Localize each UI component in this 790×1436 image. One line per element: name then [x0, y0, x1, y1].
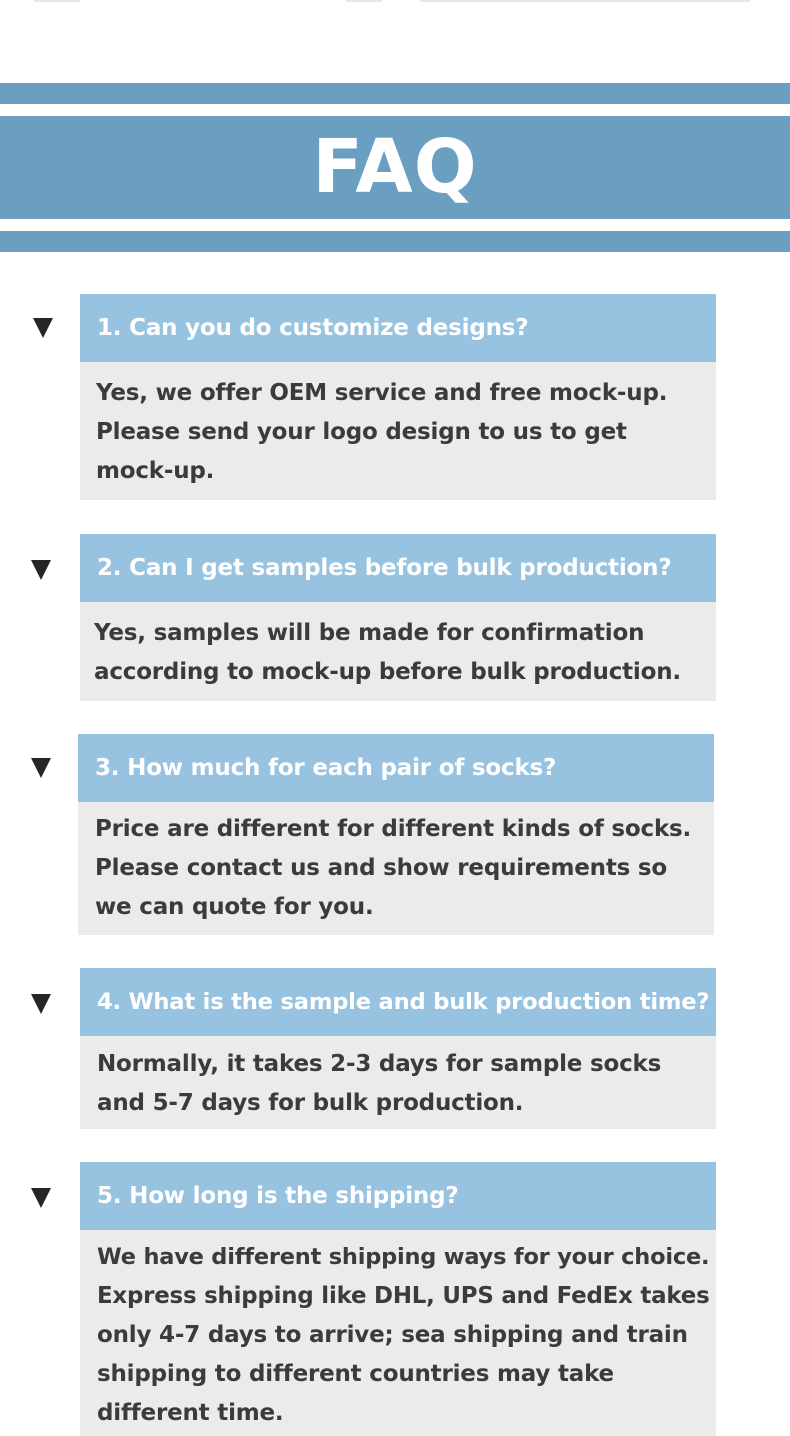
faq-answer	[80, 1230, 716, 1436]
faq-answer	[80, 1036, 716, 1129]
header-stripe-top	[0, 83, 790, 104]
faq-answer-line: according to mock-up before bulk production.	[94, 659, 681, 685]
triangle-down-icon[interactable]	[31, 994, 51, 1014]
faq-answer-line: Please contact us and show requirements so	[95, 855, 668, 881]
previous-section-fragment	[34, 0, 80, 2]
faq-answer-line: we can quote for you.	[95, 894, 374, 920]
faq-answer-line: Express shipping like DHL, UPS and FedEx takes	[97, 1283, 710, 1309]
header-stripe-bottom	[0, 231, 790, 252]
faq-question-text: 1. Can you do customize designs?	[97, 315, 529, 341]
faq-question[interactable]	[80, 294, 716, 362]
faq-answer-line: Yes, samples will be made for confirmation	[94, 620, 645, 646]
triangle-down-icon[interactable]	[31, 560, 51, 580]
triangle-down-icon[interactable]	[31, 758, 51, 778]
faq-question[interactable]	[78, 734, 714, 802]
faq-answer	[78, 802, 714, 935]
faq-answer-line: only 4-7 days to arrive; sea shipping and train	[97, 1322, 688, 1348]
triangle-down-icon[interactable]	[31, 1188, 51, 1208]
faq-answer	[80, 362, 716, 500]
faq-answer-line: Normally, it takes 2-3 days for sample socks	[97, 1051, 662, 1077]
faq-answer-line: Yes, we offer OEM service and free mock-up.	[96, 380, 668, 406]
faq-question[interactable]	[80, 534, 716, 602]
faq-question[interactable]	[80, 968, 716, 1036]
previous-section-fragment	[420, 0, 750, 2]
faq-question[interactable]	[80, 1162, 716, 1230]
faq-answer-line: and 5-7 days for bulk production.	[97, 1090, 524, 1116]
previous-section-fragment	[346, 0, 382, 2]
faq-answer	[80, 602, 716, 701]
faq-answer-line: We have different shipping ways for your choice.	[97, 1244, 710, 1270]
faq-answer-line: mock-up.	[96, 458, 215, 484]
faq-answer-line: different time.	[97, 1400, 284, 1426]
faq-answer-line: Please send your logo design to us to get	[96, 419, 627, 445]
faq-question-text: 2. Can I get samples before bulk production?	[97, 555, 672, 581]
faq-question-text: 3. How much for each pair of socks?	[95, 755, 557, 781]
page-title: FAQ	[312, 124, 478, 210]
faq-question-text: 5. How long is the shipping?	[97, 1183, 459, 1209]
faq-answer-line: shipping to different countries may take	[97, 1361, 614, 1387]
faq-question-text: 4. What is the sample and bulk production time?	[97, 989, 710, 1015]
triangle-down-icon[interactable]	[33, 318, 53, 338]
faq-answer-line: Price are different for different kinds of socks.	[95, 816, 692, 842]
